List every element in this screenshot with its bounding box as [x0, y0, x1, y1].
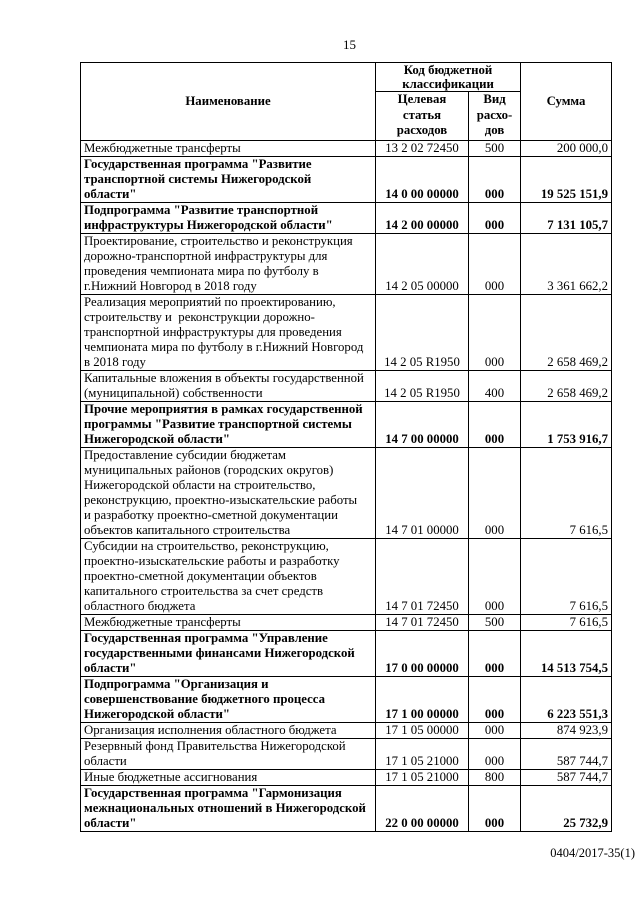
cell-sum: 7 616,5	[521, 539, 612, 615]
cell-sum: 2 658 469,2	[521, 295, 612, 371]
cell-name: Государственная программа "Управление государственными финансами Нижегородской области"	[81, 631, 376, 677]
cell-sum: 7 616,5	[521, 448, 612, 539]
cell-name: Межбюджетные трансферты	[81, 141, 376, 157]
cell-expense-type: 000	[469, 402, 521, 448]
cell-target-article: 17 0 00 00000	[376, 631, 469, 677]
cell-name: Подпрограмма "Развитие транспортной инфраструктуры Нижегородской области"	[81, 203, 376, 234]
cell-name: Резервный фонд Правительства Нижегородской области	[81, 739, 376, 770]
cell-sum: 200 000,0	[521, 141, 612, 157]
cell-expense-type: 000	[469, 203, 521, 234]
cell-target-article: 14 2 00 00000	[376, 203, 469, 234]
table-row	[81, 371, 612, 402]
cell-name: Проектирование, строительство и реконструкция дорожно-транспортной инфраструктуры для проведения чемпионата мира по футболу в г.Нижний Новгород в 2018 году	[81, 234, 376, 295]
table-row	[81, 402, 612, 448]
cell-sum: 14 513 754,5	[521, 631, 612, 677]
table-row	[81, 141, 612, 157]
cell-expense-type: 000	[469, 157, 521, 203]
cell-expense-type: 000	[469, 786, 521, 832]
cell-sum: 19 525 151,9	[521, 157, 612, 203]
table-row	[81, 739, 612, 770]
table-row	[81, 723, 612, 739]
table-header	[81, 63, 612, 141]
cell-target-article: 14 7 01 72450	[376, 539, 469, 615]
header-name: Наименование	[81, 63, 376, 141]
table-row	[81, 770, 612, 786]
header-code-group: Код бюджетной классификации	[376, 63, 521, 92]
cell-name: Подпрограмма "Организация и совершенствование бюджетного процесса Нижегородской области"	[81, 677, 376, 723]
cell-target-article: 14 7 00 00000	[376, 402, 469, 448]
page-number: 15	[343, 37, 356, 52]
cell-sum: 2 658 469,2	[521, 371, 612, 402]
cell-target-article: 22 0 00 00000	[376, 786, 469, 832]
cell-sum: 1 753 916,7	[521, 402, 612, 448]
cell-target-article: 17 1 05 00000	[376, 723, 469, 739]
cell-expense-type: 000	[469, 448, 521, 539]
table-row	[81, 157, 612, 203]
table-row	[81, 203, 612, 234]
table-row	[81, 539, 612, 615]
table-row	[81, 234, 612, 295]
document-code: 0404/2017-35(1)	[550, 846, 635, 860]
table-row	[81, 615, 612, 631]
cell-name: Реализация мероприятий по проектированию, строительству и реконструкции дорожно- транспортной инфраструктуры для проведения чемпионата мира по футболу в г.Нижний Новгород в 2018 году	[81, 295, 376, 371]
cell-name: Иные бюджетные ассигнования	[81, 770, 376, 786]
cell-name: Государственная программа "Развитие транспортной системы Нижегородской области"	[81, 157, 376, 203]
cell-sum: 6 223 551,3	[521, 677, 612, 723]
cell-sum: 25 732,9	[521, 786, 612, 832]
cell-expense-type: 800	[469, 770, 521, 786]
cell-expense-type: 000	[469, 739, 521, 770]
header-expense-type: Вид расхо- дов	[469, 92, 521, 141]
cell-sum: 587 744,7	[521, 739, 612, 770]
header-row	[81, 63, 612, 92]
cell-expense-type: 000	[469, 295, 521, 371]
cell-sum: 587 744,7	[521, 770, 612, 786]
header-target-article: Целевая статья расходов	[376, 92, 469, 141]
cell-target-article: 14 2 05 R1950	[376, 371, 469, 402]
cell-expense-type: 500	[469, 141, 521, 157]
cell-expense-type: 000	[469, 539, 521, 615]
cell-expense-type: 500	[469, 615, 521, 631]
cell-expense-type: 000	[469, 234, 521, 295]
table-body	[81, 141, 612, 832]
cell-name: Предоставление субсидии бюджетам муниципальных районов (городских округов) Нижегородской области на строительство, реконструкцию, проектно-изыскательские работы и разработку проектно-сметной документации объектов капитального строительства	[81, 448, 376, 539]
cell-sum: 7 131 105,7	[521, 203, 612, 234]
table-row	[81, 786, 612, 832]
budget-table	[80, 62, 612, 832]
cell-name: Организация исполнения областного бюджета	[81, 723, 376, 739]
cell-target-article: 14 0 00 00000	[376, 157, 469, 203]
cell-expense-type: 000	[469, 631, 521, 677]
cell-target-article: 17 1 05 21000	[376, 770, 469, 786]
cell-target-article: 14 2 05 R1950	[376, 295, 469, 371]
cell-target-article: 17 1 05 21000	[376, 739, 469, 770]
table-row	[81, 295, 612, 371]
cell-name: Капитальные вложения в объекты государственной (муниципальной) собственности	[81, 371, 376, 402]
cell-expense-type: 000	[469, 677, 521, 723]
header-sum: Сумма	[521, 63, 612, 141]
cell-name: Субсидии на строительство, реконструкцию, проектно-изыскательские работы и разработку проектно-сметной документации объектов капитального строительства за счет средств областного бюджета	[81, 539, 376, 615]
table-row	[81, 448, 612, 539]
cell-name: Прочие мероприятия в рамках государственной программы "Развитие транспортной системы Нижегородской области"	[81, 402, 376, 448]
cell-target-article: 17 1 00 00000	[376, 677, 469, 723]
cell-target-article: 14 7 01 00000	[376, 448, 469, 539]
cell-expense-type: 000	[469, 723, 521, 739]
table-row	[81, 677, 612, 723]
cell-target-article: 13 2 02 72450	[376, 141, 469, 157]
cell-name: Межбюджетные трансферты	[81, 615, 376, 631]
cell-sum: 874 923,9	[521, 723, 612, 739]
cell-name: Государственная программа "Гармонизация межнациональных отношений в Нижегородской области"	[81, 786, 376, 832]
cell-target-article: 14 7 01 72450	[376, 615, 469, 631]
cell-sum: 7 616,5	[521, 615, 612, 631]
cell-sum: 3 361 662,2	[521, 234, 612, 295]
cell-expense-type: 400	[469, 371, 521, 402]
cell-target-article: 14 2 05 00000	[376, 234, 469, 295]
table-row	[81, 631, 612, 677]
